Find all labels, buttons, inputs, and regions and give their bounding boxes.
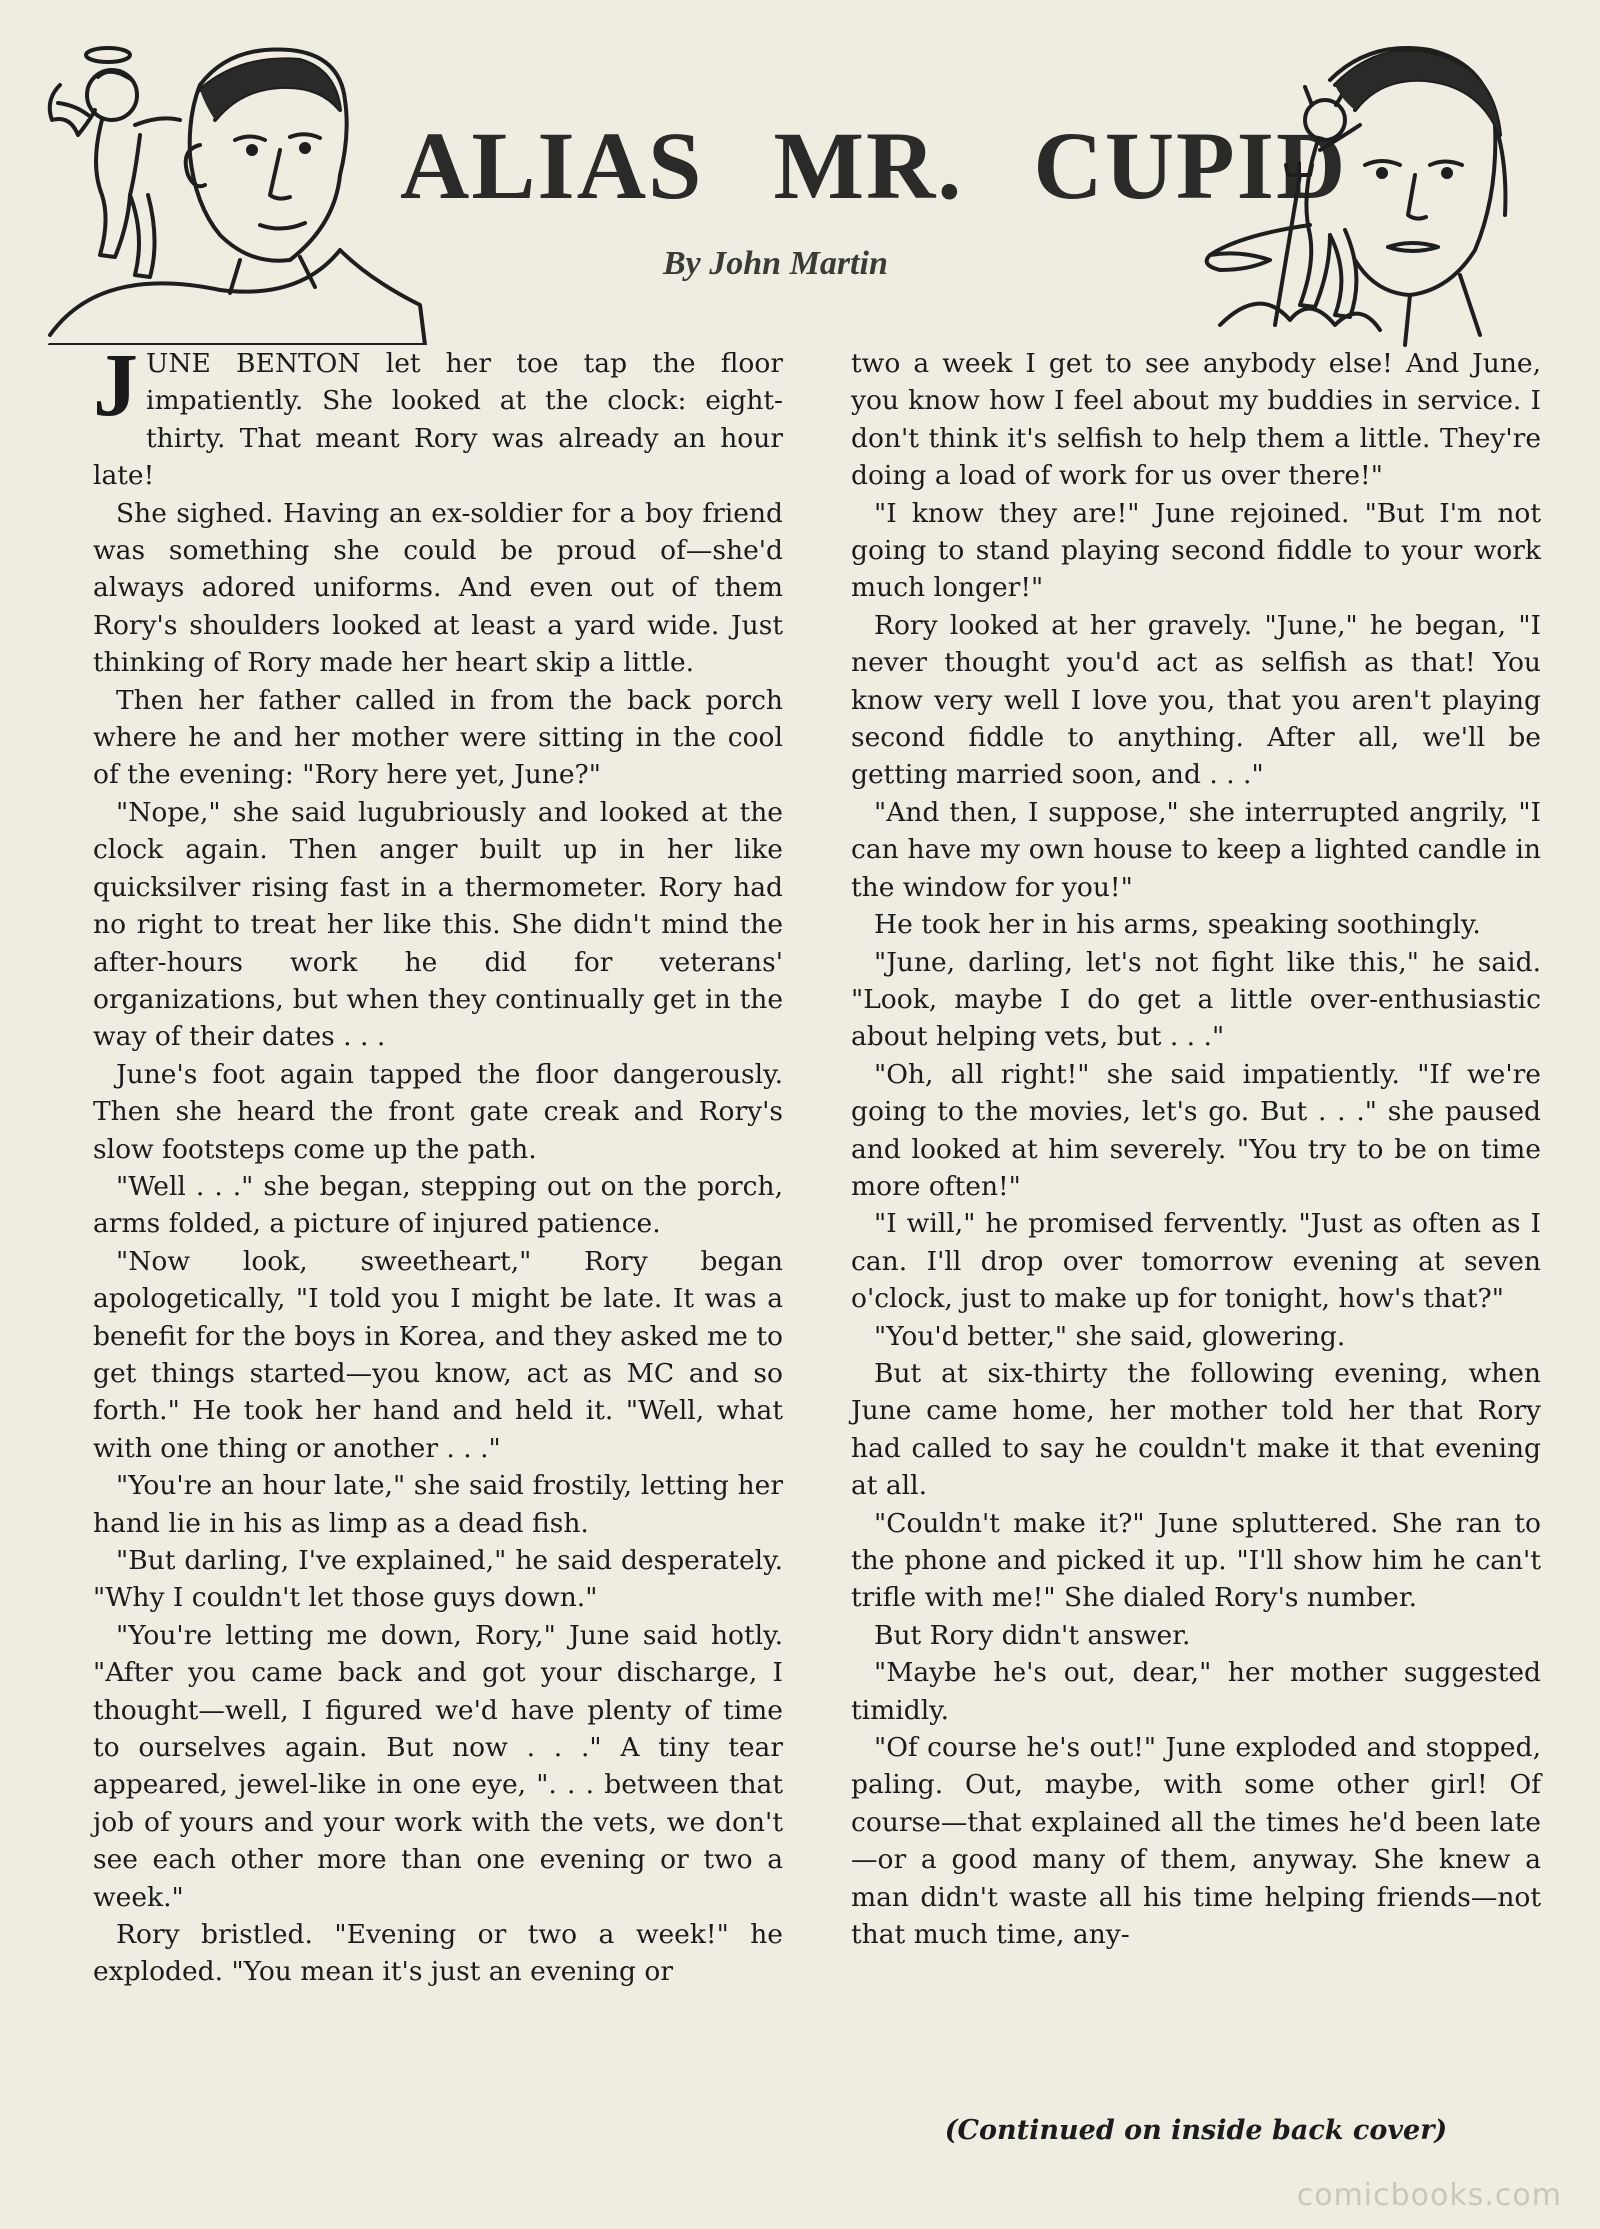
paragraph: Rory bristled. "Evening or two a week!" he exploded. "You mean it's just an evening or: [93, 1919, 783, 1988]
story-title: ALIAS MR. CUPID: [400, 112, 1348, 219]
paragraph: "And then, I suppose," she interrupted angrily, "I can have my own house to keep a lighted candle in the window for you!": [851, 796, 1541, 903]
paragraph: She sighed. Having an ex-soldier for a boy friend was something she could be proud of—she'd always adored uniforms. And even out of them Rory's shoulders looked at least a yard wide. Just thinking of Rory made her heart skip a little.: [93, 497, 783, 679]
paragraph: "But darling, I've explained," he said desperately. "Why I couldn't let those guys down.": [93, 1545, 783, 1614]
paragraph: "I know they are!" June rejoined. "But I'm not going to stand playing second fiddle to your work much longer!": [851, 497, 1541, 604]
paragraph: "Of course he's out!" June exploded and stopped, paling. Out, maybe, with some other girl! Of course—that explained all the times he'd been late—or a good many of them, anyway. She knew a man didn't waste all his time helping friends—not that much time, any-: [851, 1732, 1541, 1951]
paragraph: "You'd better," she said, glowering.: [874, 1320, 1346, 1352]
paragraph-text: UNE BENTON let her toe tap the floor impatiently. She looked at the clock: eight-thirty. That meant Rory was already an hour late!: [93, 348, 783, 492]
paragraph: "I will," he promised fervently. "Just as often as I can. I'll drop over tomorrow evening at seven o'clock, just to make up for tonight, how's that?": [851, 1208, 1541, 1315]
paragraph: "Well . . ." she began, stepping out on the porch, arms folded, a picture of injured patience.: [93, 1170, 783, 1240]
paragraph: "Nope," she said lugubriously and looked at the clock again. Then anger built up in her like quicksilver rising fast in a thermometer. Rory had no right to treat her like this. She didn't mind the after-hours work he did for veterans' organizations, but when they continually get in the way of their dates . . .: [93, 796, 783, 1053]
paragraph: But Rory didn't answer.: [874, 1619, 1191, 1651]
devil-and-woman-illustration: [1160, 25, 1560, 350]
cupid-and-man-illustration: [40, 25, 430, 345]
paragraph: "You're an hour late," she said frostily, letting her hand lie in his as limp as a dead fish.: [93, 1470, 783, 1539]
paragraph: He took her in his arms, speaking soothingly.: [874, 909, 1481, 941]
story-column-right: [851, 345, 1541, 1953]
paragraph: "Oh, all right!" she said impatiently. "If we're going to the movies, let's go. But . . ." she paused and looked at him severely. "You try to be on time more often!": [851, 1058, 1541, 1202]
paragraph: two a week I get to see anybody else! And June, you know how I feel about my buddies in service. I don't think it's selfish to help them a little. They're doing a load of work for us over there!": [851, 348, 1541, 492]
paragraph: "Maybe he's out, dear," her mother suggested timidly.: [851, 1657, 1541, 1726]
paragraph: "You're letting me down, Rory," June said hotly. "After you came back and got your discharge, I thought—well, I figured we'd have plenty of time to ourselves again. But now . . ." A tiny tear appeared, jewel-like in one eye, ". . . between that job of yours and your work with the vets, we don't see each other more than one evening or two a week.": [93, 1619, 783, 1913]
site-watermark: comicbooks.com: [1296, 2178, 1562, 2213]
continued-notice: (Continued on inside back cover): [944, 2115, 1448, 2146]
paragraph: Then her father called in from the back porch where he and her mother were sitting in the cool of the evening: "Rory here yet, June?": [93, 684, 783, 791]
story-header: [0, 0, 1600, 345]
paragraph: But at six-thirty the following evening, when June came home, her mother told her that Rory had called to say he couldn't make it that evening at all.: [851, 1357, 1541, 1502]
paragraph: June's foot again tapped the floor dangerously. Then she heard the front gate creak and Rory's slow footsteps come up the path.: [93, 1058, 783, 1165]
opening-paragraph: [93, 336, 783, 495]
paragraph: Rory looked at her gravely. "June," he began, "I never thought you'd act as selfish as that! You know very well I love you, that you aren't playing second fiddle to anything. After all, we'll be getting married soon, and . . .": [851, 609, 1541, 791]
paragraph: "Couldn't make it?" June spluttered. She ran to the phone and picked it up. "I'll show him he can't trifle with me!" She dialed Rory's number.: [851, 1507, 1541, 1614]
paragraph: "June, darling, let's not fight like this," he said. "Look, maybe I do get a little over-enthusiastic about helping vets, but . . .": [851, 946, 1541, 1053]
paragraph: "Now look, sweetheart," Rory began apologetically, "I told you I might be late. It was a benefit for the boys in Korea, and they asked me to get things started—you know, act as MC and so forth." He took her hand and held it. "Well, what with one thing or another . . .": [93, 1245, 783, 1464]
byline: By John Martin: [663, 245, 888, 282]
story-column-left: [93, 336, 783, 1991]
drop-cap: J: [93, 336, 138, 435]
